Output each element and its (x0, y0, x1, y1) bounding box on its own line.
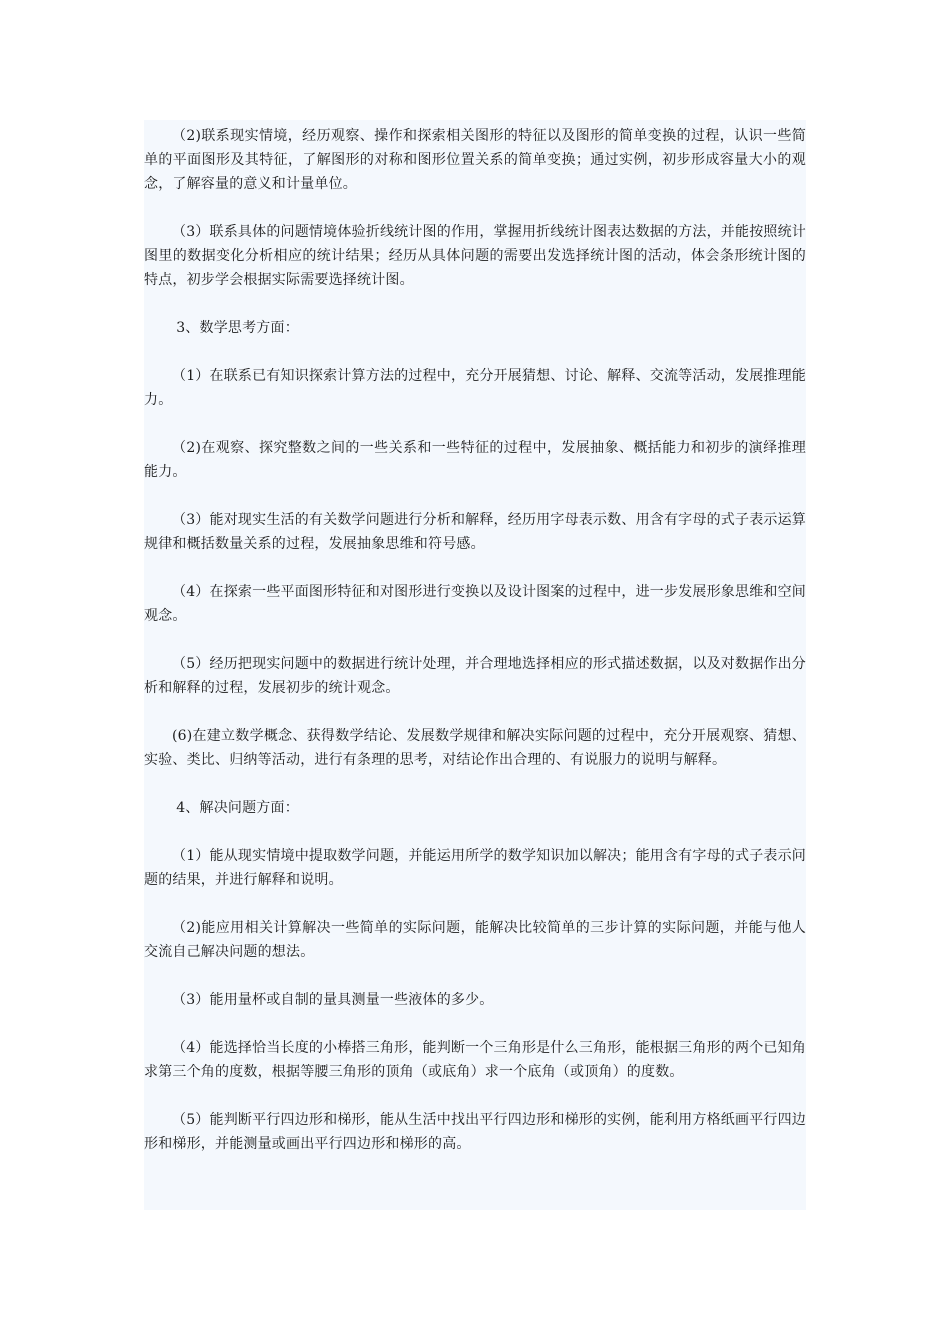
paragraph-problem-3: （3）能用量杯或自制的量具测量一些液体的多少。 (172, 992, 494, 1008)
paragraph-shape-recognition: （2)联系现实情境，经历观察、操作和探索相关图形的特征以及图形的简单变换的过程，认识一些简单的平面图形及其特征，了解图形的对称和图形位置关系的简单变换；通过实例，初步形成容量大小的观念，了解容量的意义和计量单位。 (144, 128, 806, 192)
paragraph-problem-5: （5）能判断平行四边形和梯形，能从生活中找出平行四边形和梯形的实例，能利用方格纸画平行四边形和梯形，并能测量或画出平行四边形和梯形的高。 (144, 1112, 806, 1152)
paragraph-thinking-5: （5）经历把现实问题中的数据进行统计处理，并合理地选择相应的形式描述数据，以及对数据作出分析和解释的过程，发展初步的统计观念。 (144, 656, 806, 696)
paragraph-problem-1: （1）能从现实情境中提取数学问题，并能运用所学的数学知识加以解决；能用含有字母的式子表示问题的结果，并进行解释和说明。 (144, 848, 806, 888)
paragraph-line-chart: （3）联系具体的问题情境体验折线统计图的作用，掌握用折线统计图表达数据的方法，并能按照统计图里的数据变化分析相应的统计结果；经历从具体问题的需要出发选择统计图的活动，体会条形统计图的特点，初步学会根据实际需要选择统计图。 (144, 224, 806, 288)
section-heading-math-thinking: 3、数学思考方面： (176, 320, 299, 336)
paragraph-problem-2: （2)能应用相关计算解决一些简单的实际问题，能解决比较简单的三步计算的实际问题，并能与他人交流自己解决问题的想法。 (144, 920, 806, 960)
paragraph-problem-4: （4）能选择恰当长度的小棒搭三角形，能判断一个三角形是什么三角形，能根据三角形的两个已知角求第三个角的度数，根据等腰三角形的顶角（或底角）求一个底角（或顶角）的度数。 (144, 1040, 806, 1080)
paragraph-thinking-1: （1）在联系已有知识探索计算方法的过程中，充分开展猜想、讨论、解释、交流等活动，发展推理能力。 (144, 368, 806, 408)
paragraph-thinking-3: （3）能对现实生活的有关数学问题进行分析和解释，经历用字母表示数、用含有字母的式子表示运算规律和概括数量关系的过程，发展抽象思维和符号感。 (144, 512, 806, 552)
section-heading-problem-solving: 4、解决问题方面： (176, 800, 299, 816)
paragraph-thinking-6: (6)在建立数学概念、获得数学结论、发展数学规律和解决实际问题的过程中，充分开展观察、猜想、实验、类比、归纳等活动，进行有条理的思考，对结论作出合理的、有说服力的说明与解释。 (144, 728, 806, 768)
document-body (144, 120, 806, 1210)
paragraph-thinking-4: （4）在探索一些平面图形特征和对图形进行变换以及设计图案的过程中，进一步发展形象思维和空间观念。 (144, 584, 806, 624)
paragraph-thinking-2: （2)在观察、探究整数之间的一些关系和一些特征的过程中，发展抽象、概括能力和初步的演绎推理能力。 (144, 440, 806, 480)
